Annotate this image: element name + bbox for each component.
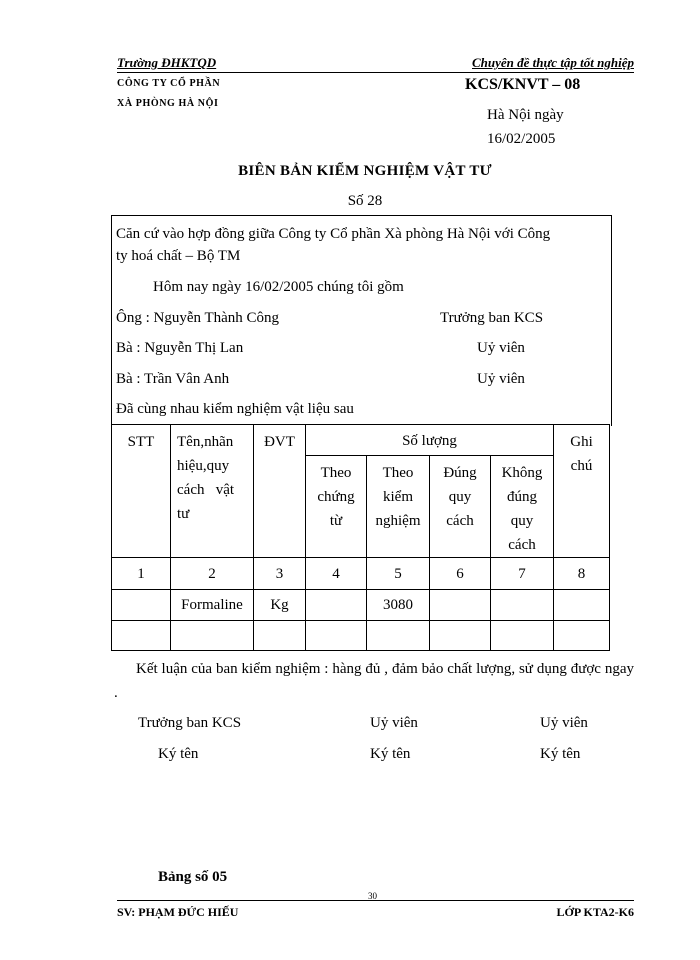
member-name: Bà : Nguyễn Thị Lan (116, 340, 244, 356)
document-number: Số 28 (347, 193, 383, 209)
student-name: SV: PHẠM ĐỨC HIẾU (117, 905, 239, 919)
header-divider (117, 72, 634, 73)
inspection-table (111, 424, 610, 651)
table-row (112, 621, 610, 651)
table-cell (554, 590, 610, 621)
header-note: Ghi chú (554, 425, 610, 558)
class-name: LỚP KTA2-K6 (556, 905, 634, 919)
header-conforming: Đúng quy cách (430, 456, 491, 558)
index-cell: 8 (554, 558, 610, 590)
document-code: KCS/KNVT – 08 (465, 76, 581, 93)
table-cell (254, 621, 306, 651)
signature-sign: Ký tên (158, 746, 199, 762)
table-cell (112, 621, 171, 651)
signature-role: Trưởng ban KCS (138, 715, 242, 731)
header-nonconforming: Không đúng quy cách (491, 456, 554, 558)
document-title: BIÊN BẢN KIỂM NGHIỆM VẬT TƯ (238, 163, 492, 179)
basis-line-1: Căn cứ vào hợp đồng giữa Công ty Cổ phần Xà phòng Hà Nội với Công (116, 226, 551, 242)
signature-role: Uỷ viên (540, 715, 588, 731)
index-cell: 6 (430, 558, 491, 590)
member-role: Trưởng ban KCS (440, 310, 544, 326)
signature-sign: Ký tên (540, 746, 581, 762)
index-cell: 2 (171, 558, 254, 590)
table-cell (554, 621, 610, 651)
header-stt: STT (112, 425, 171, 558)
signature-sign: Ký tên (370, 746, 411, 762)
signature-role: Uỷ viên (370, 715, 418, 731)
page-number: 30 (368, 891, 377, 901)
table-cell (491, 621, 554, 651)
table-number-label: Bảng số 05 (158, 869, 228, 885)
member-name: Bà : Trần Vân Anh (116, 371, 230, 387)
index-row (112, 558, 610, 590)
index-cell: 7 (491, 558, 554, 590)
header-quantity: Số lượng (306, 425, 554, 456)
member-role: Uỷ viên (477, 371, 525, 387)
index-cell: 4 (306, 558, 367, 590)
index-cell: 1 (112, 558, 171, 590)
table-cell (306, 621, 367, 651)
footer-divider (117, 900, 634, 901)
index-cell: 3 (254, 558, 306, 590)
header-unit: ĐVT (254, 425, 306, 558)
school-name: Trường ĐHKTQD (117, 55, 217, 70)
today-line: Hôm nay ngày 16/02/2005 chúng tôi gồm (153, 279, 404, 295)
header-item-name: Tên,nhãn hiệu,quy cách vật tư (171, 425, 254, 558)
table-cell (491, 590, 554, 621)
table-cell: Kg (254, 590, 306, 621)
table-cell: 3080 (367, 590, 430, 621)
basis-line-2: ty hoá chất – Bộ TM (116, 248, 241, 264)
table-cell (171, 621, 254, 651)
report-type: Chuyên đề thực tập tốt nghiệp (472, 55, 634, 70)
table-cell: Formaline (171, 590, 254, 621)
member-name: Ông : Nguyễn Thành Công (116, 310, 280, 326)
company-line-1: CÔNG TY CỔ PHẦN (117, 78, 221, 89)
table-cell (430, 621, 491, 651)
place-label: Hà Nội ngày (487, 107, 564, 123)
together-line: Đã cùng nhau kiểm nghiệm vật liệu sau (116, 401, 354, 417)
table-cell (430, 590, 491, 621)
table-cell (112, 590, 171, 621)
company-line-2: XÀ PHÒNG HÀ NỘI (117, 98, 219, 109)
member-role: Uỷ viên (477, 340, 525, 356)
header-per-document: Theo chứng từ (306, 456, 367, 558)
table-cell (306, 590, 367, 621)
conclusion-text: Kết luận của ban kiểm nghiệm : hàng đủ , đảm bảo chất lượng, sử dụng được ngay . (114, 661, 634, 701)
document-date: 16/02/2005 (487, 131, 556, 147)
header-per-inspection: Theo kiểm nghiệm (367, 456, 430, 558)
table-cell (367, 621, 430, 651)
index-cell: 5 (367, 558, 430, 590)
table-row (112, 590, 610, 621)
